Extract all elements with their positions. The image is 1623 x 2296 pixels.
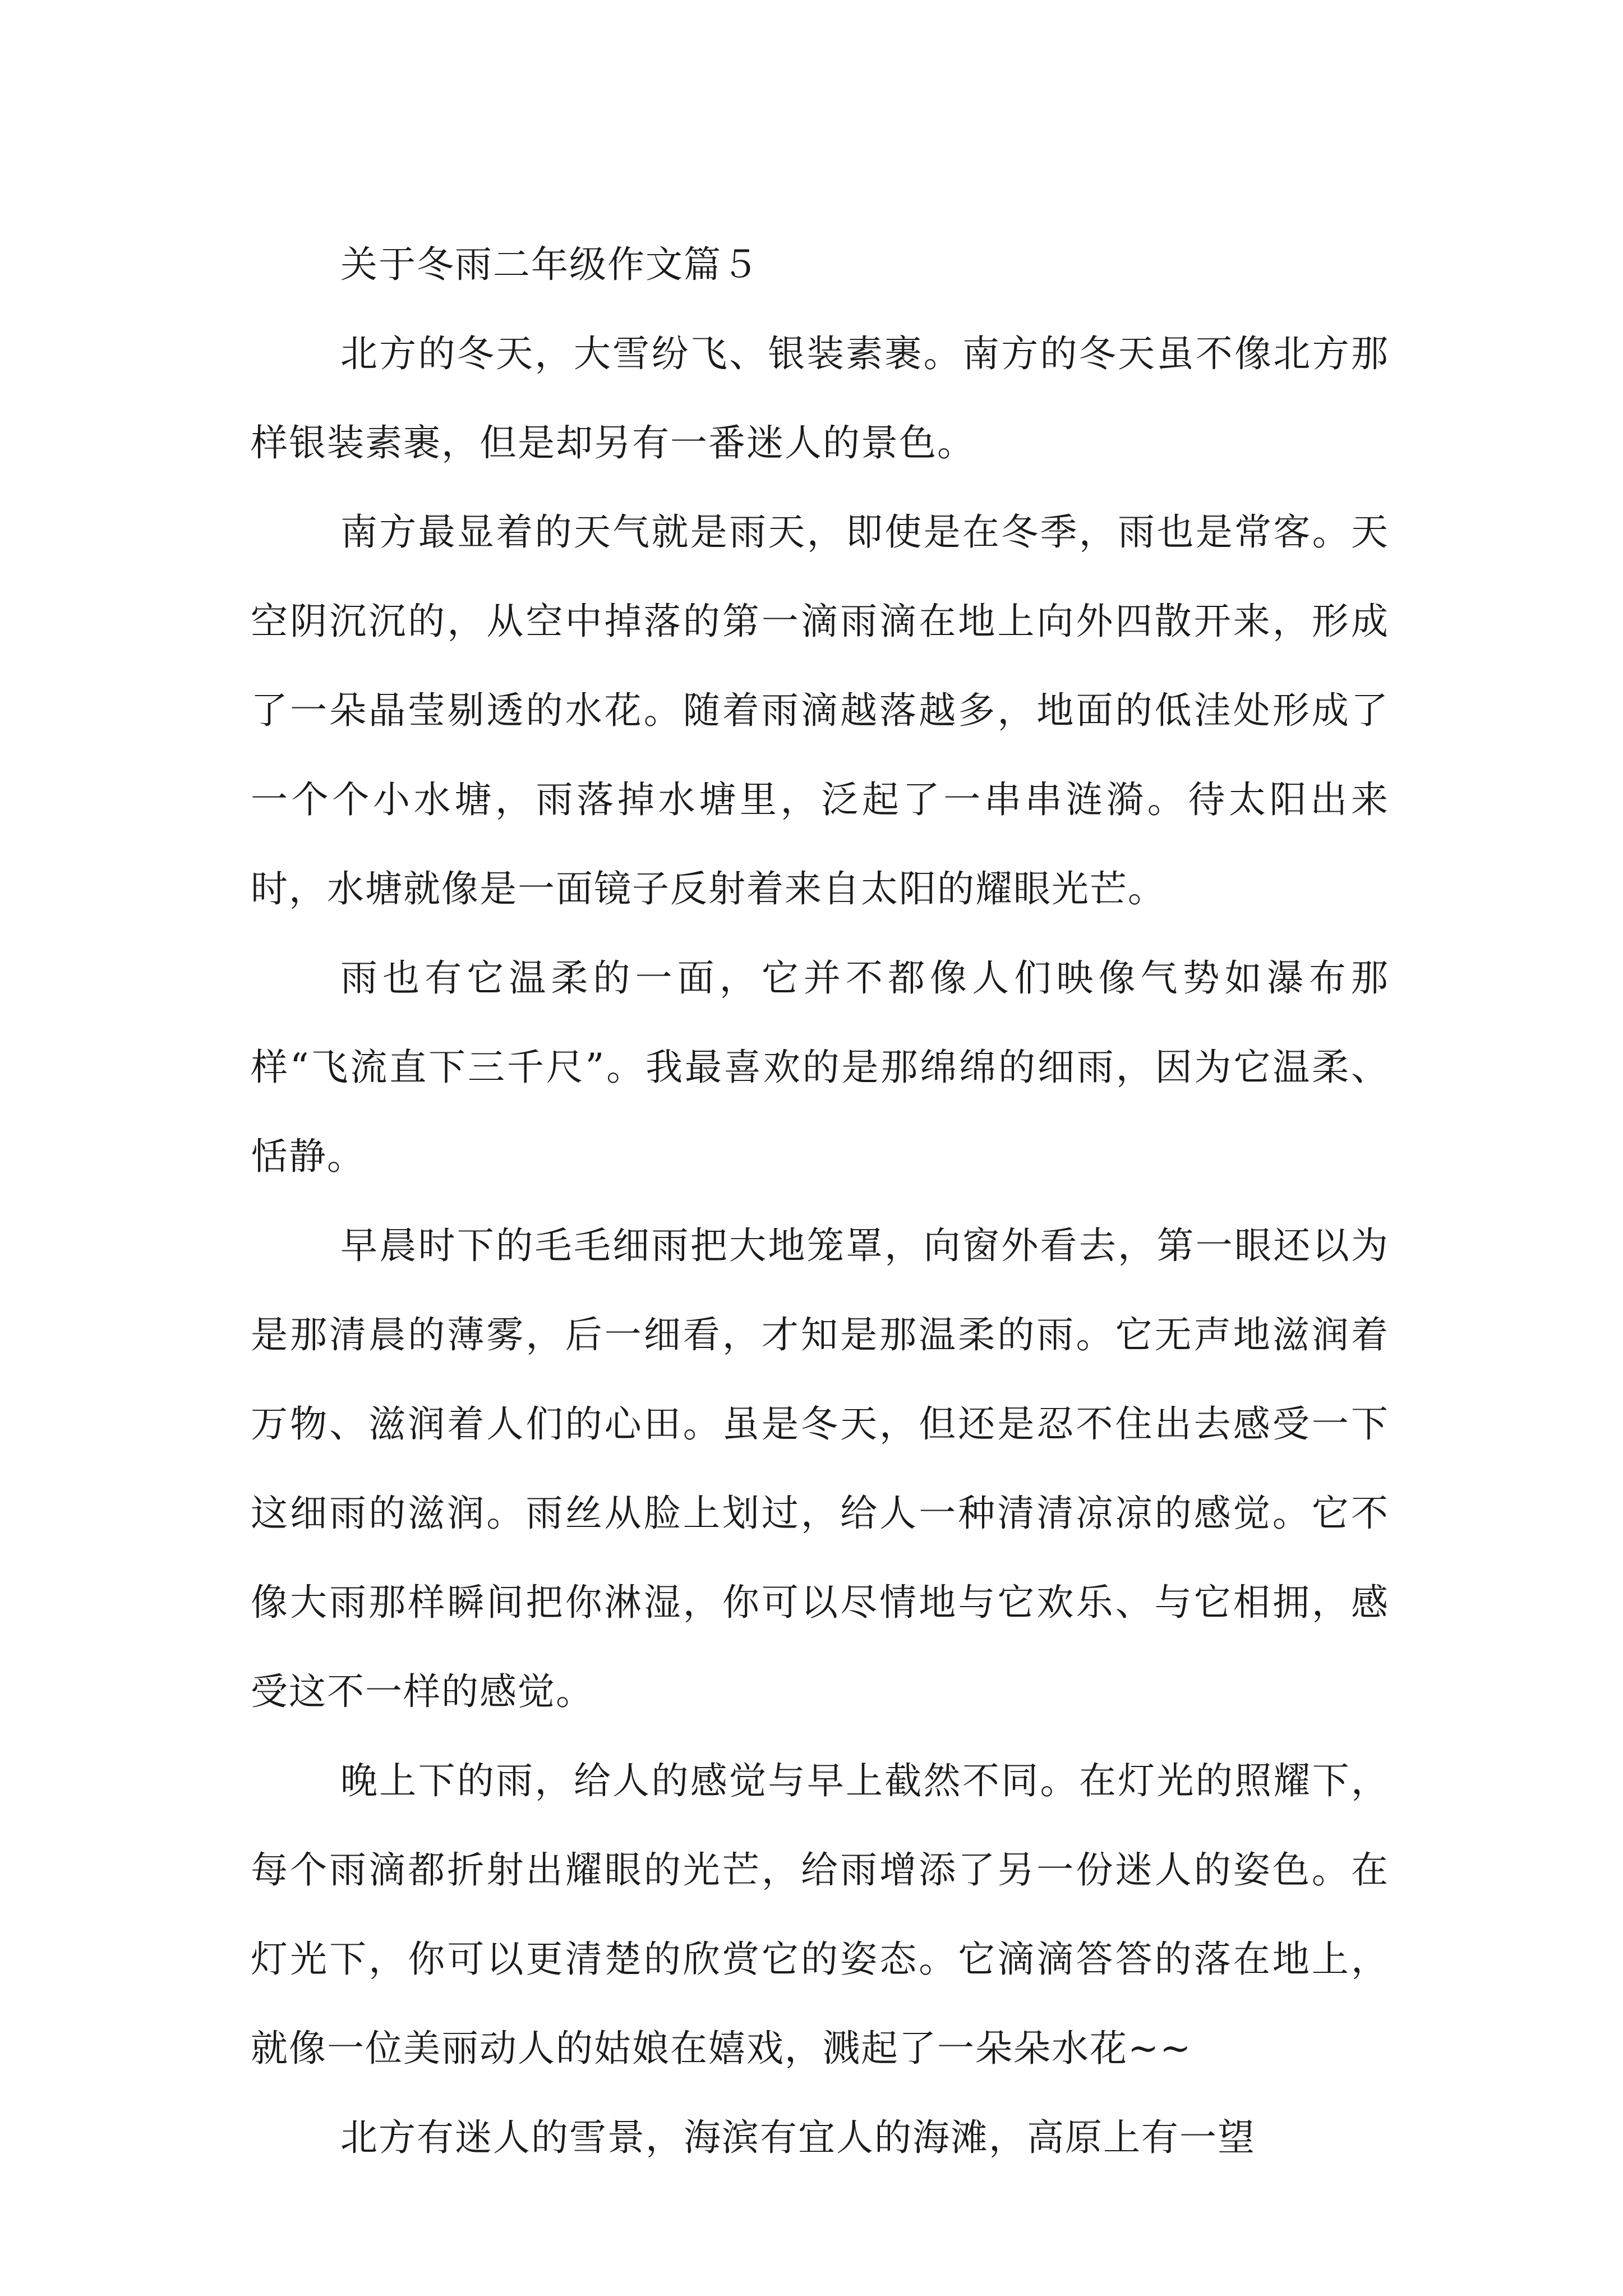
paragraph-6: 北方有迷人的雪景，海滨有宜人的海滩，高原上有一望 <box>340 2116 1256 2159</box>
paragraph-4: 早晨时下的毛毛细雨把大地笼罩，向窗外看去，第一眼还以为是那清晨的薄雾，后一细看，才知是那温柔的雨。它无声地滋润着万物、滋润着人们的心田。虽是冬天，但还是忍不住出去感受一下这细雨的滋润。雨丝从脸上划过，给人一种清清凉凉的感觉。它不像大雨那样瞬间把你淋湿，你可以尽情地与它欢乐、与它相拥，感受这不一样的感觉。 <box>251 1224 1389 1713</box>
paragraph-5: 晚上下的雨，给人的感觉与早上截然不同。在灯光的照耀下，每个雨滴都折射出耀眼的光芒，给雨增添了另一份迷人的姿色。在灯光下，你可以更清楚的欣赏它的姿态。它滴滴答答的落在地上，就像一位美丽动人的姑娘在嬉戏，溅起了一朵朵水花~~ <box>251 1759 1389 2070</box>
essay-title: 关于冬雨二年级作文篇５ <box>340 243 760 286</box>
paragraph-2: 南方最显着的天气就是雨天，即使是在冬季，雨也是常客。天空阴沉沉的，从空中掉落的第一滴雨滴在地上向外四散开来，形成了一朵晶莹剔透的水花。随着雨滴越落越多，地面的低洼处形成了一个个小水塘，雨落掉水塘里，泛起了一串串涟漪。待太阳出来时，水塘就像是一面镜子反射着来自太阳的耀眼光芒。 <box>251 510 1389 910</box>
document-body <box>251 220 1389 2182</box>
paragraph-3: 雨也有它温柔的一面，它并不都像人们映像气势如瀑布那样“飞流直下三千尺”。我最喜欢的是那绵绵的细雨，因为它温柔、恬静。 <box>251 956 1389 1178</box>
paragraph-1: 北方的冬天，大雪纷飞、银装素裹。南方的冬天虽不像北方那样银装素裹，但是却另有一番迷人的景色。 <box>251 332 1389 464</box>
